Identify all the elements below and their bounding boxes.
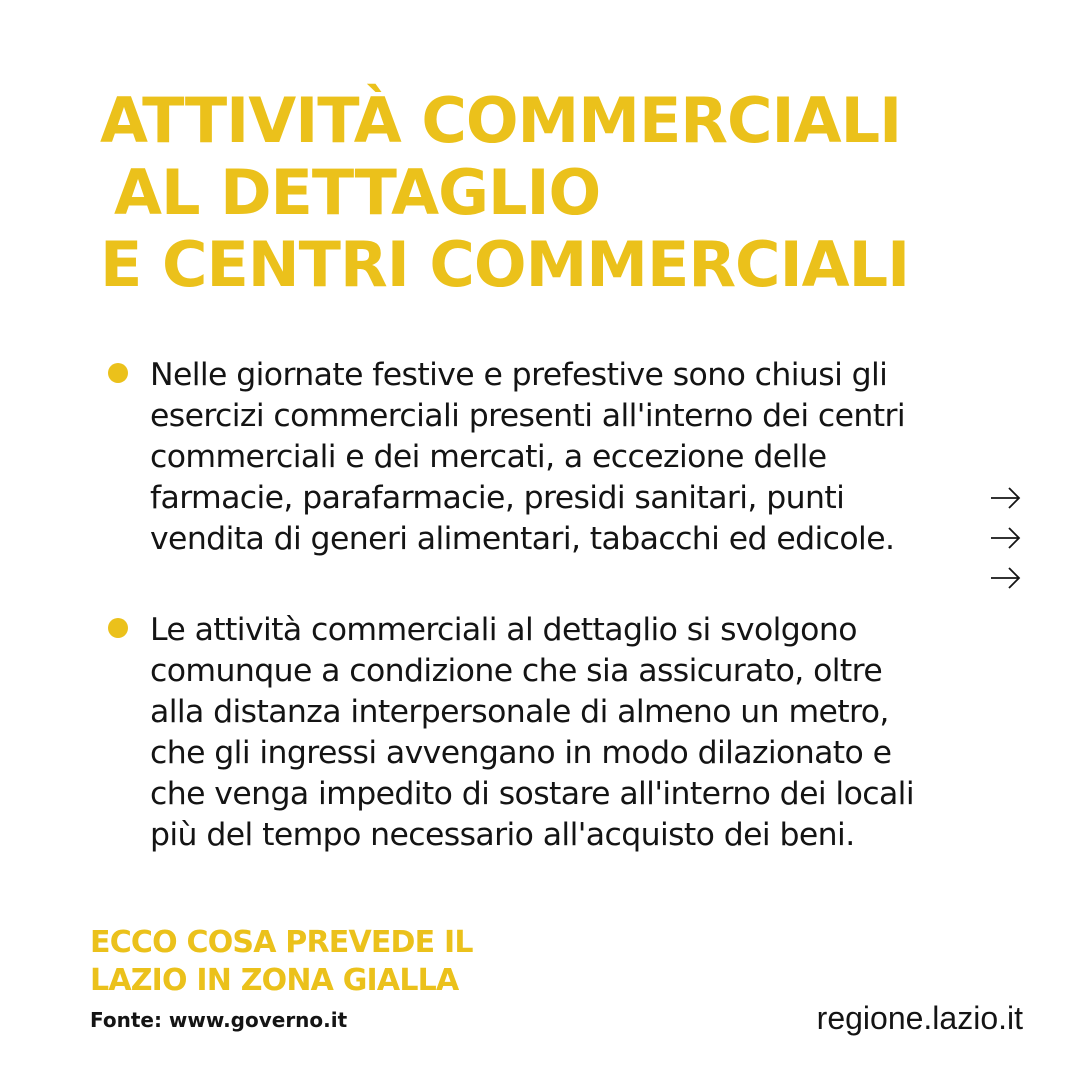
- site-url[interactable]: regione.lazio.it: [816, 1000, 1023, 1036]
- bullet-text-line: che venga impedito di sostare all'interno dei locali: [150, 776, 914, 812]
- title-line-1: ATTIVITÀ COMMERCIALI: [100, 84, 902, 157]
- bullet-text-line: che gli ingressi avvengano in modo dilazionato e: [150, 735, 892, 771]
- footer-heading: [90, 924, 473, 1000]
- title-line-2: AL DETTAGLIO: [114, 156, 601, 229]
- bullet-text-line: Le attività commerciali al dettaglio si svolgono: [150, 612, 857, 648]
- footer-heading-line-1: ECCO COSA PREVEDE IL: [90, 925, 473, 960]
- bullet-text-line: vendita di generi alimentari, tabacchi ed edicole.: [150, 521, 895, 557]
- bullet-list: [108, 355, 988, 856]
- bullet-text-line: commerciali e dei mercati, a eccezione delle: [150, 439, 827, 475]
- bullet-dot-icon: [108, 363, 128, 383]
- arrow-right-icon: [988, 478, 1024, 518]
- bullet-text-line: farmacie, parafarmacie, presidi sanitari, punti: [150, 480, 845, 516]
- bullet-dot-icon: [108, 618, 128, 638]
- bullet-text-line: comunque a condizione che sia assicurato, oltre: [150, 653, 883, 689]
- arrow-right-icon: [988, 518, 1024, 558]
- title-line-3: E CENTRI COMMERCIALI: [100, 228, 910, 301]
- bullet-item-closures: [108, 355, 988, 560]
- footer-heading-line-2: LAZIO IN ZONA GIALLA: [90, 963, 459, 998]
- arrow-right-icon: [988, 558, 1024, 598]
- bullet-text-line: più del tempo necessario all'acquisto dei beni.: [150, 817, 855, 853]
- swipe-arrows[interactable]: [988, 478, 1028, 598]
- bullet-text-line: esercizi commerciali presenti all'interno dei centri: [150, 398, 906, 434]
- page-title: [100, 85, 1000, 301]
- bullet-item-retail-conditions: [108, 610, 988, 856]
- source-credit: Fonte: www.governo.it: [90, 1008, 348, 1032]
- bullet-text-line: Nelle giornate festive e prefestive sono chiusi gli: [150, 357, 888, 393]
- bullet-text-line: alla distanza interpersonale di almeno un metro,: [150, 694, 889, 730]
